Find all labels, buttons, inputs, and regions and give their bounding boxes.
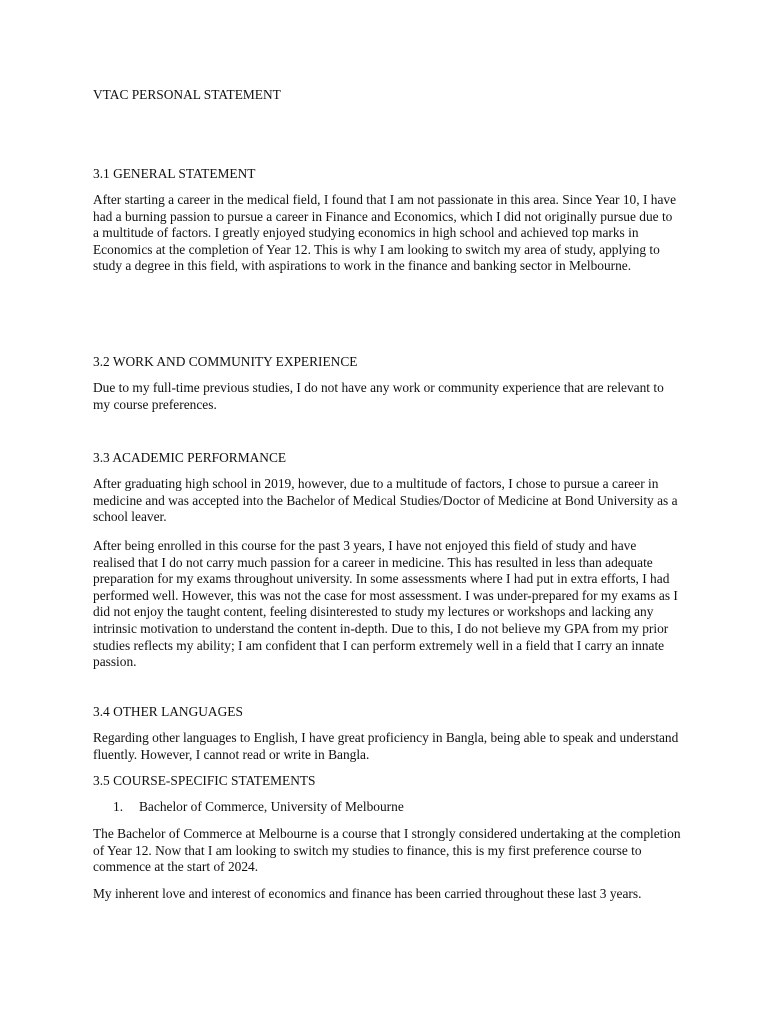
general-statement-paragraph: After starting a career in the medical field, I found that I am not passionate in this area. Since Year 10, I have had a burning passion to pursue a career in Finance and Economics, which I did not originally pursue due to a multitude of factors. I greatly enjoyed studying economics in high school and achieved top marks in Economics at the completion of Year 12. This is why I am looking to switch my area of study, applying to study a degree in this field, with aspirations to work in the finance and banking sector in Melbourne.	[93, 192, 677, 274]
academic-performance-paragraph-1: After graduating high school in 2019, however, due to a multitude of factors, I chose to pursue a career in medicine and was accepted into the Bachelor of Medical Studies/Doctor of Medicine at Bond University as a school leaver.	[93, 476, 678, 525]
section-heading-general-statement: 3.1 GENERAL STATEMENT	[93, 166, 256, 181]
document-title: VTAC PERSONAL STATEMENT	[93, 87, 281, 102]
list-item	[113, 799, 681, 816]
list-item-text: Bachelor of Commerce, University of Melbourne	[139, 799, 404, 814]
other-languages-paragraph: Regarding other languages to English, I have great proficiency in Bangla, being able to speak and understand fluently. However, I cannot read or write in Bangla.	[93, 730, 679, 762]
section-heading-other-languages: 3.4 OTHER LANGUAGES	[93, 704, 243, 719]
academic-performance-paragraph-2: After being enrolled in this course for the past 3 years, I have not enjoyed this field of study and have realised that I do not carry much passion for a career in medicine. This has resulted in less than adequate preparation for my exams throughout university. In some assessments where I had put in extra efforts, I had performed well. However, this was not the case for most assessment. I was under-prepared for my exams as I did not enjoy the taught content, feeling disinterested to study my lectures or workshops and lacking any intrinsic motivation to understand the content in-depth. Due to this, I do not believe my GPA from my prior studies reflects my ability; I am confident that I can perform extremely well in a field that I carry an innate passion.	[93, 538, 678, 670]
course-specific-paragraph-2: My inherent love and interest of economics and finance has been carried throughout these last 3 years.	[93, 886, 642, 901]
work-experience-paragraph: Due to my full-time previous studies, I do not have any work or community experience that are relevant to my course preferences.	[93, 380, 664, 412]
list-item-number: 1.	[113, 799, 124, 814]
section-heading-work-experience: 3.2 WORK AND COMMUNITY EXPERIENCE	[93, 354, 358, 369]
section-heading-course-specific: 3.5 COURSE-SPECIFIC STATEMENTS	[93, 773, 316, 788]
section-heading-academic-performance: 3.3 ACADEMIC PERFORMANCE	[93, 450, 287, 465]
course-specific-paragraph-1: The Bachelor of Commerce at Melbourne is a course that I strongly considered undertaking at the completion of Year 12. Now that I am looking to switch my studies to finance, this is my first preference course to commence at the start of 2024.	[93, 826, 681, 875]
